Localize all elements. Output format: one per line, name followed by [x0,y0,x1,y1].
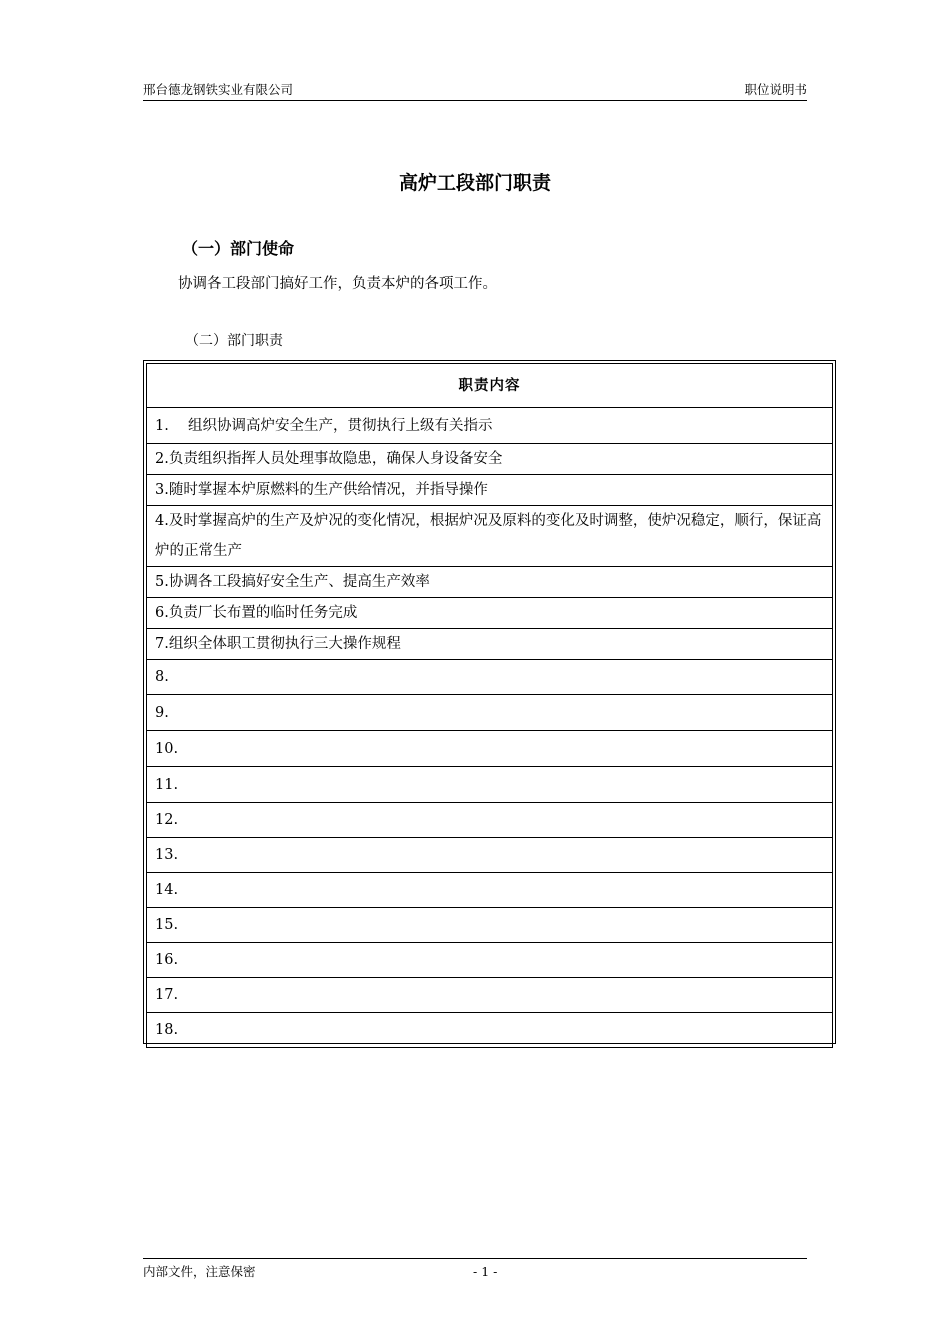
page-header [143,82,807,101]
table-row [147,838,833,873]
duty-item: 11. [147,767,833,803]
table-row [147,629,833,660]
table-row [147,1013,833,1048]
company-name: 邢台德龙钢铁实业有限公司 [143,82,294,97]
page-footer [143,1258,807,1283]
duty-item: 2.负责组织指挥人员处理事故隐患，确保人身设备安全 [147,444,833,475]
document-type: 职位说明书 [744,82,807,97]
confidential-note: 内部文件，注意保密 [143,1264,256,1279]
table-row [147,731,833,767]
table-row [147,767,833,803]
duty-item: 16. [147,943,833,978]
duty-item: 9. [147,695,833,731]
duty-item: 10. [147,731,833,767]
section-heading-mission: （一）部门使命 [182,239,295,258]
duty-item: 15. [147,908,833,943]
table-row [147,908,833,943]
duty-item: 6.负责厂长布置的临时任务完成 [147,598,833,629]
duty-item: 1. 组织协调高炉安全生产，贯彻执行上级有关指示 [147,408,833,444]
table-header-duties: 职责内容 [147,364,833,408]
table-row [147,695,833,731]
table-row [147,943,833,978]
table-row [147,978,833,1013]
table-row [147,444,833,475]
table-row [147,803,833,838]
table-row [147,598,833,629]
duty-item: 13. [147,838,833,873]
duty-item: 3.随时掌握本炉原燃料的生产供给情况，并指导操作 [147,475,833,506]
duty-item: 5.协调各工段搞好安全生产、提高生产效率 [147,567,833,598]
duty-item: 4.及时掌握高炉的生产及炉况的变化情况，根据炉况及原料的变化及时调整，使炉况稳定，顺行，保证高炉的正常生产 [147,506,833,567]
table-row [147,506,833,567]
duty-item: 12. [147,803,833,838]
page-title: 高炉工段部门职责 [398,172,551,194]
duties-table [143,360,836,1044]
table-row [147,873,833,908]
table-row [147,475,833,506]
duty-item: 18. [147,1013,833,1048]
page-number: - 1 - [473,1264,498,1279]
table-row [147,660,833,695]
duty-item: 7.组织全体职工贯彻执行三大操作规程 [147,629,833,660]
table-row [147,408,833,444]
section-heading-duties: （二）部门职责 [185,333,283,349]
duty-item: 14. [147,873,833,908]
table-row [147,567,833,598]
duty-item: 17. [147,978,833,1013]
mission-text: 协调各工段部门搞好工作，负责本炉的各项工作。 [178,276,497,292]
duty-item: 8. [147,660,833,695]
